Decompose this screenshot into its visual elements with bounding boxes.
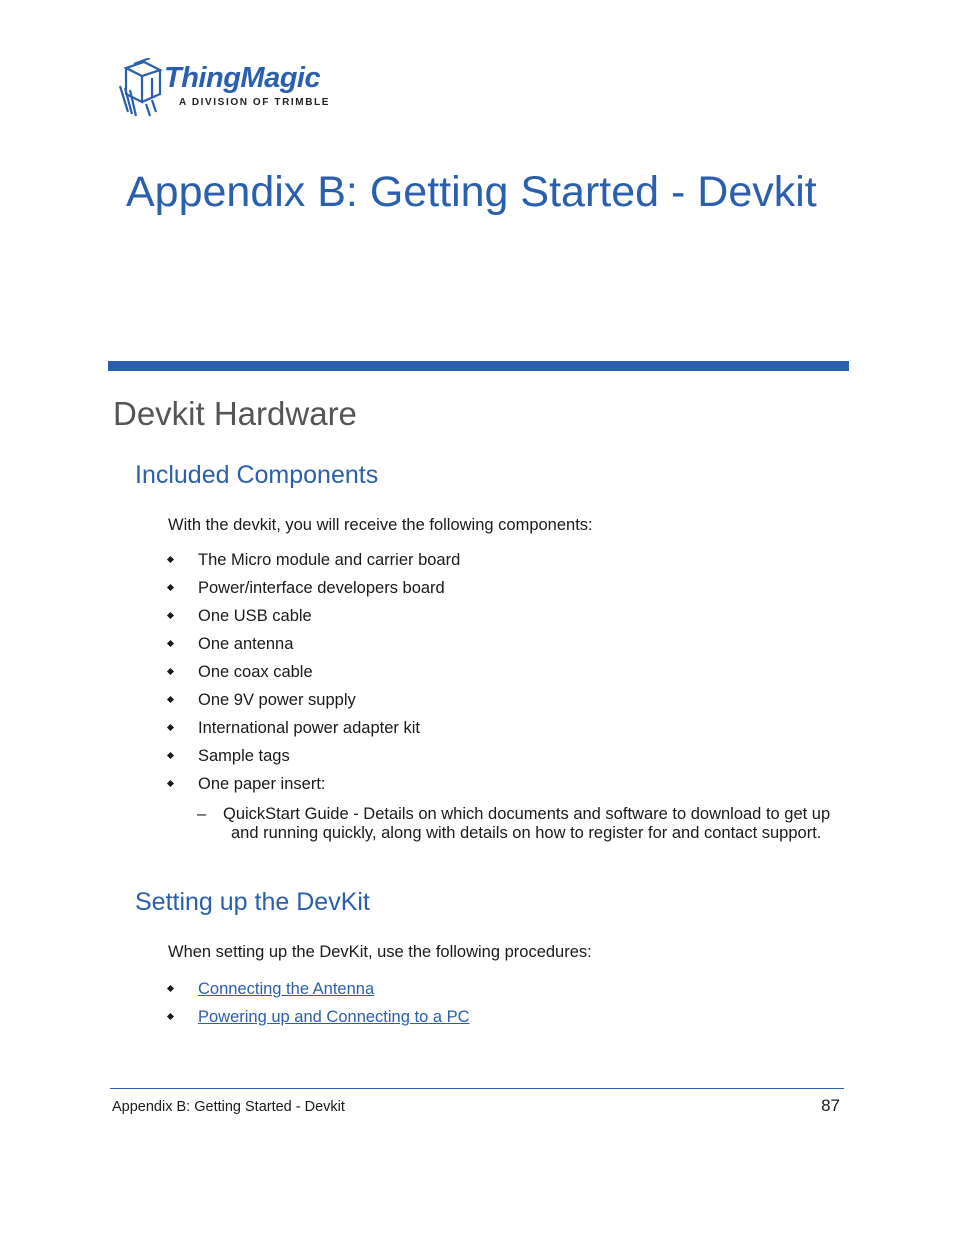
included-intro: With the devkit, you will receive the following components: (168, 516, 593, 534)
quickstart-description: QuickStart Guide - Details on which documents and software to download to get up and running quickly, along with details on how to register for and contact support. (223, 805, 831, 842)
list-item: International power adapter kit (166, 719, 460, 747)
component-list (166, 551, 460, 803)
logo-subtitle: A DIVISION OF TRIMBLE (179, 97, 331, 108)
thingmagic-logo (116, 58, 331, 118)
logo-name: ThingMagic (164, 62, 321, 94)
bullet-icon (167, 985, 174, 992)
bullet-icon (167, 780, 174, 787)
bullet-icon (167, 696, 174, 703)
bullet-icon (167, 724, 174, 731)
list-item: One 9V power supply (166, 691, 460, 719)
dash-marker: – (197, 805, 207, 823)
list-item: Sample tags (166, 747, 460, 775)
bullet-icon (167, 584, 174, 591)
list-item: One USB cable (166, 607, 460, 635)
bullet-icon (167, 668, 174, 675)
bullet-icon (167, 612, 174, 619)
section-divider (108, 361, 849, 371)
included-components-heading: Included Components (135, 461, 379, 489)
bullet-icon (167, 752, 174, 759)
footer-title: Appendix B: Getting Started - Devkit (112, 1099, 345, 1115)
list-item: One antenna (166, 635, 460, 663)
list-item: One coax cable (166, 663, 460, 691)
connecting-antenna-link[interactable]: Connecting the Antenna (198, 980, 375, 998)
bullet-icon (167, 640, 174, 647)
chapter-title: Appendix B: Getting Started - Devkit (126, 168, 817, 216)
setting-up-heading: Setting up the DevKit (135, 888, 370, 916)
powering-up-link[interactable]: Powering up and Connecting to a PC (198, 1008, 470, 1026)
setup-intro: When setting up the DevKit, use the following procedures: (168, 943, 592, 961)
procedure-list (166, 980, 470, 1036)
list-item (166, 1008, 470, 1036)
list-item: Power/interface developers board (166, 579, 460, 607)
cube-logo-icon (116, 58, 166, 118)
bullet-icon (167, 1013, 174, 1020)
footer-divider (110, 1088, 844, 1089)
page-number: 87 (821, 1096, 840, 1115)
list-item: The Micro module and carrier board (166, 551, 460, 579)
section-heading: Devkit Hardware (113, 395, 357, 432)
list-item (166, 980, 470, 1008)
list-item: One paper insert: (166, 775, 460, 803)
bullet-icon (167, 556, 174, 563)
